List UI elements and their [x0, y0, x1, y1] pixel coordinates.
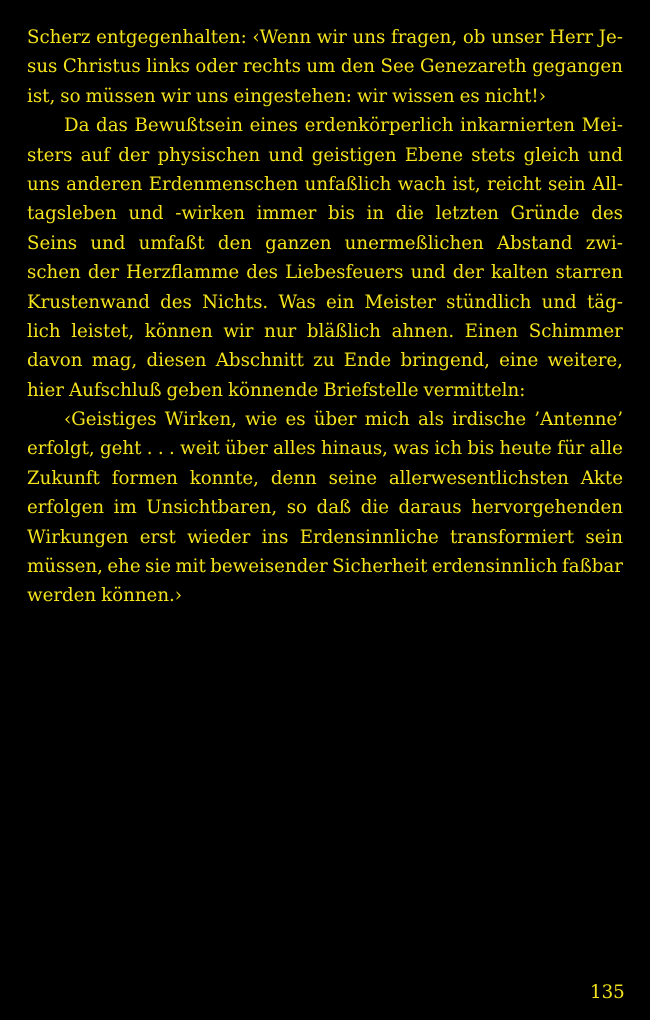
text-line: erfolgt, geht . . . weit über alles hinaus, was ich bis heute für alle — [27, 438, 623, 460]
text-line: Wirkungen erst wieder ins Erdensinnliche transformiert sein — [27, 526, 623, 548]
text-line: müssen, ehe sie mit beweisender Sicherheit erdensinnlich faßbar — [27, 556, 623, 578]
text-line: sus Christus links oder rechts um den See Genezareth gegangen — [27, 56, 623, 78]
text-line: lich leistet, können wir nur bläßlich ahnen. Einen Schimmer — [27, 320, 623, 342]
text-line: Scherz entgegenhalten: ‹Wenn wir uns fragen, ob unser Herr Je- — [27, 27, 623, 48]
body-text — [27, 23, 623, 611]
text-line: Da das Bewußtsein eines erdenkörperlich inkarnierten Mei- — [64, 115, 623, 137]
text-line: werden können.› — [27, 585, 183, 607]
page-number: 135 — [590, 982, 625, 1003]
text-line: tagsleben und -wirken immer bis in die letzten Gründe des — [27, 203, 623, 225]
text-line: Zukunft formen konnte, denn seine allerwesentlichsten Akte — [27, 467, 623, 489]
text-line: davon mag, diesen Abschnitt zu Ende bringend, eine weitere, — [27, 350, 623, 372]
text-line: hier Aufschluß geben könnende Briefstelle vermitteln: — [27, 379, 526, 401]
text-line: Seins und umfaßt den ganzen unermeßlichen Abstand zwi- — [27, 232, 623, 254]
text-line: ist, so müssen wir uns eingestehen: wir wissen es nicht!› — [27, 85, 547, 107]
text-line: schen der Herzflamme des Liebesfeuers und der kalten starren — [27, 262, 623, 284]
text-line: erfolgen im Unsichtbaren, so daß die daraus hervorgehenden — [27, 497, 623, 519]
text-line: ‹Geistiges Wirken, wie es über mich als irdische ’Antenne’ — [64, 409, 623, 431]
text-line: Krustenwand des Nichts. Was ein Meister stündlich und täg- — [27, 291, 623, 313]
text-line: uns anderen Erdenmenschen unfaßlich wach ist, reicht sein All- — [27, 173, 623, 195]
text-line: sters auf der physischen und geistigen Ebene stets gleich und — [27, 144, 623, 166]
